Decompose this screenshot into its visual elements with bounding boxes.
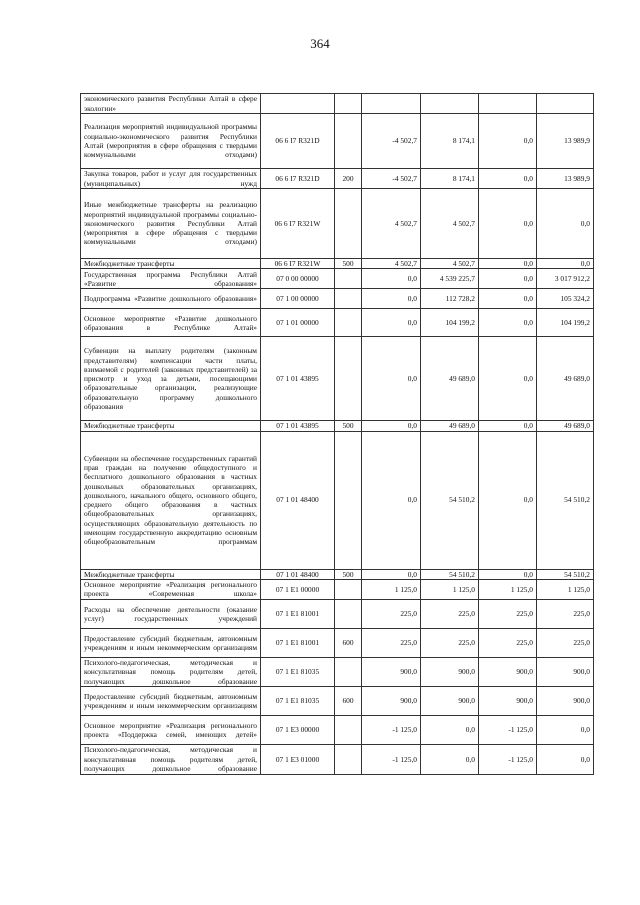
row-code-cell: 06 6 I7 R321W: [261, 259, 335, 269]
row-value-2-cell: 54 510,2: [421, 431, 479, 569]
row-value-1-cell: -1 125,0: [362, 744, 421, 774]
row-value-2-cell: 4 539 225,7: [421, 269, 479, 289]
table-row: [81, 599, 594, 628]
row-value-4-cell: 900,0: [537, 657, 594, 686]
row-value-3-cell: 225,0: [479, 628, 537, 657]
table-row: [81, 189, 594, 259]
row-kvr-cell: 500: [335, 569, 362, 579]
table-row: [81, 657, 594, 686]
row-code-cell: 07 1 E1 81035: [261, 686, 335, 715]
row-value-2-cell: 0,0: [421, 715, 479, 744]
row-value-2-cell: 1 125,0: [421, 579, 479, 599]
row-code-cell: 07 1 E1 00000: [261, 579, 335, 599]
row-kvr-cell: [335, 289, 362, 309]
row-kvr-cell: [335, 337, 362, 421]
row-name-cell: Психолого-педагогическая, методическая и консультативная помощь родителям детей, получающих дошкольное образование: [81, 744, 261, 774]
row-code-cell: 06 6 I7 R321W: [261, 189, 335, 259]
row-value-3-cell: -1 125,0: [479, 744, 537, 774]
row-kvr-cell: 600: [335, 686, 362, 715]
row-value-4-cell: 0,0: [537, 189, 594, 259]
row-value-4-cell: 54 510,2: [537, 431, 594, 569]
row-value-3-cell: 0,0: [479, 431, 537, 569]
table-row: [81, 628, 594, 657]
row-value-2-cell: 225,0: [421, 599, 479, 628]
row-name-cell: Закупка товаров, работ и услуг для государственных (муниципальных) нужд: [81, 169, 261, 189]
table-row: [81, 309, 594, 337]
row-value-2-cell: 112 728,2: [421, 289, 479, 309]
row-value-2-cell: 54 510,2: [421, 569, 479, 579]
row-code-cell: 07 1 E3 01000: [261, 744, 335, 774]
row-value-1-cell: 4 502,7: [362, 259, 421, 269]
row-value-3-cell: 0,0: [479, 169, 537, 189]
row-value-3-cell: [479, 94, 537, 114]
row-value-4-cell: 13 989,9: [537, 169, 594, 189]
row-value-1-cell: 0,0: [362, 289, 421, 309]
table-row: [81, 169, 594, 189]
table-row: [81, 744, 594, 774]
row-value-2-cell: 4 502,7: [421, 259, 479, 269]
row-value-4-cell: 0,0: [537, 744, 594, 774]
table-row: [81, 421, 594, 431]
row-value-3-cell: 0,0: [479, 309, 537, 337]
row-value-2-cell: 8 174,1: [421, 114, 479, 169]
row-code-cell: 07 1 01 43895: [261, 421, 335, 431]
row-code-cell: 07 1 01 48400: [261, 431, 335, 569]
row-value-3-cell: 0,0: [479, 259, 537, 269]
row-value-3-cell: 1 125,0: [479, 579, 537, 599]
row-name-cell: Реализация мероприятий индивидуальной программы социально-экономического развития Республики Алтай (мероприятия в сфере обращения с твердыми коммунальными отходами): [81, 114, 261, 169]
row-name-cell: Основное мероприятие «Развитие дошкольного образования в Республике Алтай»: [81, 309, 261, 337]
row-value-4-cell: [537, 94, 594, 114]
row-value-1-cell: [362, 94, 421, 114]
table-row: [81, 114, 594, 169]
row-value-2-cell: 0,0: [421, 744, 479, 774]
table-row: [81, 289, 594, 309]
table-row: [81, 337, 594, 421]
row-value-4-cell: 225,0: [537, 599, 594, 628]
row-name-cell: Психолого-педагогическая, методическая и консультативная помощь родителям детей, получающих дошкольное образование: [81, 657, 261, 686]
row-name-cell: Предоставление субсидий бюджетным, автономным учреждениям и иным некоммерческим организациям: [81, 628, 261, 657]
row-name-cell: Субвенции на обеспечение государственных гарантий прав граждан на получение общедоступного и бесплатного дошкольного образования в частных дошкольных образовательных организациях, дошкольного, начального общего, основного общего, среднего общего образования в частных общеобразовательных организациях, осуществляющих образовательную деятельность по имеющим государственную аккредитацию основным общеобразовательным программам: [81, 431, 261, 569]
row-value-1-cell: 0,0: [362, 569, 421, 579]
row-code-cell: 07 1 E3 00000: [261, 715, 335, 744]
row-code-cell: 07 1 01 43895: [261, 337, 335, 421]
row-value-2-cell: 900,0: [421, 657, 479, 686]
row-value-3-cell: 0,0: [479, 269, 537, 289]
row-value-4-cell: 54 510,2: [537, 569, 594, 579]
row-value-2-cell: 49 689,0: [421, 421, 479, 431]
row-value-1-cell: 900,0: [362, 657, 421, 686]
row-name-cell: Расходы на обеспечение деятельности (оказание услуг) государственных учреждений: [81, 599, 261, 628]
row-code-cell: 07 1 E1 81035: [261, 657, 335, 686]
row-value-3-cell: 0,0: [479, 421, 537, 431]
table-row: [81, 579, 594, 599]
row-value-1-cell: -1 125,0: [362, 715, 421, 744]
row-kvr-cell: [335, 744, 362, 774]
budget-table: [80, 93, 594, 775]
row-value-4-cell: 900,0: [537, 686, 594, 715]
row-name-cell: Основное мероприятие «Реализация регионального проекта «Поддержка семей, имеющих детей»: [81, 715, 261, 744]
row-value-2-cell: 225,0: [421, 628, 479, 657]
row-value-3-cell: 225,0: [479, 599, 537, 628]
row-value-3-cell: 0,0: [479, 114, 537, 169]
row-kvr-cell: [335, 657, 362, 686]
table-row: [81, 269, 594, 289]
row-value-2-cell: 4 502,7: [421, 189, 479, 259]
row-value-4-cell: 13 989,9: [537, 114, 594, 169]
row-value-2-cell: 8 174,1: [421, 169, 479, 189]
row-kvr-cell: [335, 431, 362, 569]
row-code-cell: 07 1 01 48400: [261, 569, 335, 579]
row-name-cell: Основное мероприятие «Реализация регионального проекта «Современная школа»: [81, 579, 261, 599]
row-name-cell: Иные межбюджетные трансферты на реализацию мероприятий индивидуальной программы социально-экономического развития Республики Алтай (мероприятия в сфере обращения с твердыми коммунальными отходами): [81, 189, 261, 259]
row-value-2-cell: 49 689,0: [421, 337, 479, 421]
table-row: [81, 686, 594, 715]
row-value-3-cell: 900,0: [479, 657, 537, 686]
row-value-1-cell: 225,0: [362, 628, 421, 657]
row-code-cell: 07 0 00 00000: [261, 269, 335, 289]
row-value-3-cell: 0,0: [479, 337, 537, 421]
row-value-4-cell: 3 017 912,2: [537, 269, 594, 289]
row-value-1-cell: 0,0: [362, 421, 421, 431]
row-kvr-cell: 600: [335, 628, 362, 657]
row-value-4-cell: 105 324,2: [537, 289, 594, 309]
row-code-cell: 07 1 E1 81001: [261, 599, 335, 628]
row-kvr-cell: [335, 114, 362, 169]
row-code-cell: 06 6 I7 R321D: [261, 114, 335, 169]
row-code-cell: 07 1 01 00000: [261, 309, 335, 337]
row-value-1-cell: 1 125,0: [362, 579, 421, 599]
row-kvr-cell: [335, 94, 362, 114]
row-value-2-cell: 900,0: [421, 686, 479, 715]
table-row: [81, 569, 594, 579]
row-value-1-cell: 0,0: [362, 269, 421, 289]
row-name-cell: Подпрограмма «Развитие дошкольного образования»: [81, 289, 261, 309]
row-value-4-cell: 0,0: [537, 259, 594, 269]
row-value-1-cell: -4 502,7: [362, 114, 421, 169]
row-value-1-cell: 0,0: [362, 309, 421, 337]
row-value-4-cell: 49 689,0: [537, 337, 594, 421]
row-code-cell: 07 1 E1 81001: [261, 628, 335, 657]
row-value-4-cell: 0,0: [537, 715, 594, 744]
row-value-3-cell: 900,0: [479, 686, 537, 715]
row-code-cell: [261, 94, 335, 114]
row-kvr-cell: 200: [335, 169, 362, 189]
row-value-4-cell: 104 199,2: [537, 309, 594, 337]
row-value-1-cell: 900,0: [362, 686, 421, 715]
row-name-cell: Межбюджетные трансферты: [81, 259, 261, 269]
row-value-2-cell: [421, 94, 479, 114]
row-kvr-cell: 500: [335, 421, 362, 431]
table-row: [81, 715, 594, 744]
row-name-cell: Межбюджетные трансферты: [81, 569, 261, 579]
row-value-3-cell: 0,0: [479, 289, 537, 309]
row-value-1-cell: 225,0: [362, 599, 421, 628]
row-name-cell: Межбюджетные трансферты: [81, 421, 261, 431]
row-name-cell: Государственная программа Республики Алтай «Развитие образования»: [81, 269, 261, 289]
row-value-1-cell: 0,0: [362, 337, 421, 421]
row-kvr-cell: [335, 269, 362, 289]
row-value-3-cell: 0,0: [479, 569, 537, 579]
row-value-1-cell: 0,0: [362, 431, 421, 569]
row-name-cell: Предоставление субсидий бюджетным, автономным учреждениям и иным некоммерческим организациям: [81, 686, 261, 715]
row-name-cell: Субвенции на выплату родителям (законным представителям) компенсации части платы, взимаемой с родителей (законных представителей) за присмотр и уход за детьми, посещающими образовательные организации, реализующие образовательную программу дошкольного образования: [81, 337, 261, 421]
row-value-3-cell: 0,0: [479, 189, 537, 259]
row-name-cell: экономического развития Республики Алтай в сфере экологии»: [81, 94, 261, 114]
row-kvr-cell: [335, 309, 362, 337]
row-kvr-cell: [335, 189, 362, 259]
row-value-1-cell: -4 502,7: [362, 169, 421, 189]
table-row: [81, 259, 594, 269]
page-number: 364: [310, 36, 330, 51]
row-value-1-cell: 4 502,7: [362, 189, 421, 259]
row-code-cell: 06 6 I7 R321D: [261, 169, 335, 189]
row-code-cell: 07 1 00 00000: [261, 289, 335, 309]
table-row: [81, 431, 594, 569]
row-value-4-cell: 1 125,0: [537, 579, 594, 599]
row-value-3-cell: -1 125,0: [479, 715, 537, 744]
row-value-4-cell: 225,0: [537, 628, 594, 657]
row-kvr-cell: [335, 579, 362, 599]
row-value-4-cell: 49 689,0: [537, 421, 594, 431]
row-kvr-cell: [335, 599, 362, 628]
row-kvr-cell: 500: [335, 259, 362, 269]
row-value-2-cell: 104 199,2: [421, 309, 479, 337]
table-row: [81, 94, 594, 114]
row-kvr-cell: [335, 715, 362, 744]
